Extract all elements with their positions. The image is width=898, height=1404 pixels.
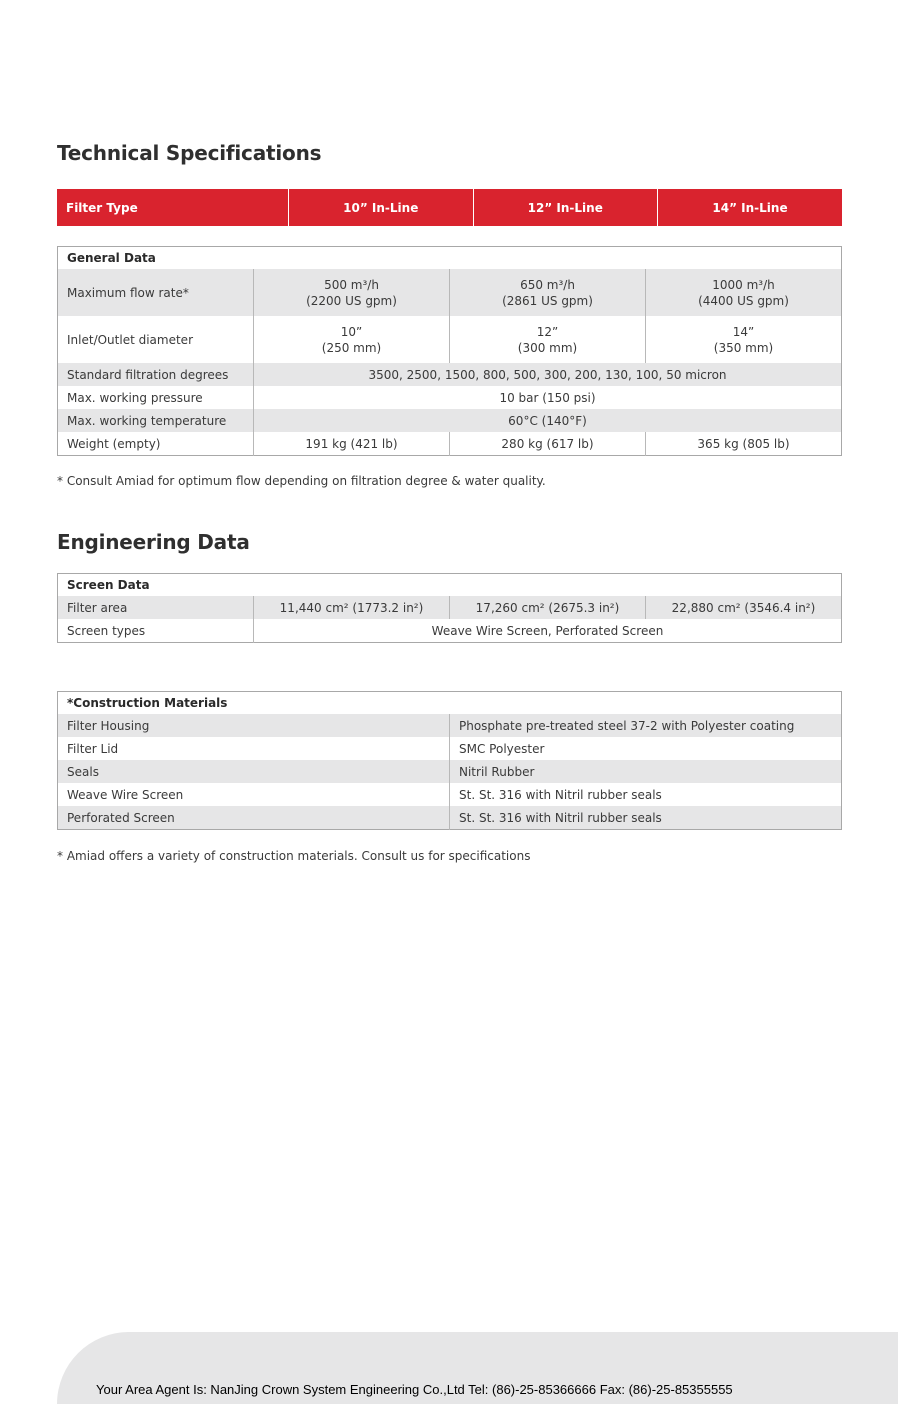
table-row [58, 363, 842, 386]
header-12-inline: 12” In-Line [473, 189, 658, 226]
cell-value: 22,880 cm² (3546.4 in²) [646, 596, 842, 619]
cell-value: 14” [732, 324, 755, 339]
row-label: Max. working temperature [58, 409, 254, 432]
table-row [58, 783, 842, 806]
row-label: Weave Wire Screen [58, 783, 450, 806]
cell-value: (4400 US gpm) [698, 293, 789, 308]
row-label: Maximum flow rate* [58, 269, 254, 316]
cell-value: Nitril Rubber [450, 760, 842, 783]
header-14-inline: 14” In-Line [658, 189, 843, 226]
cell-value: Weave Wire Screen, Perforated Screen [254, 619, 842, 643]
row-label: Perforated Screen [58, 806, 450, 830]
construction-materials-table [57, 691, 842, 830]
table-row [58, 806, 842, 830]
cell-value: 1000 m³/h [712, 277, 775, 292]
cell-value: 3500, 2500, 1500, 800, 500, 300, 200, 130, 100, 50 micron [254, 363, 842, 386]
general-data-heading: General Data [58, 247, 842, 270]
row-label: Screen types [58, 619, 254, 643]
cell-value: SMC Polyester [450, 737, 842, 760]
table-row [58, 316, 842, 363]
cell-value: 191 kg (421 lb) [254, 432, 450, 456]
row-label: Filter area [58, 596, 254, 619]
row-label: Max. working pressure [58, 386, 254, 409]
materials-heading: *Construction Materials [58, 692, 842, 715]
table-row [58, 714, 842, 737]
flow-note: * Consult Amiad for optimum flow depending on filtration degree & water quality. [57, 474, 546, 488]
cell-value: 11,440 cm² (1773.2 in²) [254, 596, 450, 619]
cell-value: Phosphate pre-treated steel 37-2 with Polyester coating [450, 714, 842, 737]
cell-value: (2200 US gpm) [306, 293, 397, 308]
header-filter-type: Filter Type [57, 189, 289, 226]
cell-value: 500 m³/h [324, 277, 379, 292]
table-row [58, 737, 842, 760]
cell-value: 280 kg (617 lb) [450, 432, 646, 456]
row-label: Filter Lid [58, 737, 450, 760]
filter-type-header [57, 189, 842, 226]
cell-value: 17,260 cm² (2675.3 in²) [450, 596, 646, 619]
cell-value: (300 mm) [517, 340, 578, 355]
cell-value: 10 bar (150 psi) [254, 386, 842, 409]
agent-contact: Your Area Agent Is: NanJing Crown System Engineering Co.,Ltd Tel: (86)-25-85366666 Fax: (86)-25-85355555 [96, 1382, 733, 1397]
cell-value: 650 m³/h [520, 277, 575, 292]
cell-value: St. St. 316 with Nitril rubber seals [450, 783, 842, 806]
materials-note: * Amiad offers a variety of construction materials. Consult us for specifications [57, 849, 531, 863]
row-label: Seals [58, 760, 450, 783]
table-row [58, 432, 842, 456]
table-row [58, 409, 842, 432]
tech-spec-title: Technical Specifications [57, 141, 322, 165]
row-label: Inlet/Outlet diameter [58, 316, 254, 363]
cell-value: 12” [536, 324, 559, 339]
screen-data-table [57, 573, 842, 643]
table-row [58, 386, 842, 409]
table-row [58, 619, 842, 643]
cell-value: 10” [340, 324, 363, 339]
row-label: Weight (empty) [58, 432, 254, 456]
table-row [58, 760, 842, 783]
table-row [58, 596, 842, 619]
cell-value: 365 kg (805 lb) [646, 432, 842, 456]
engineering-data-title: Engineering Data [57, 530, 250, 554]
cell-value: (2861 US gpm) [502, 293, 593, 308]
general-data-table [57, 246, 842, 456]
row-label: Filter Housing [58, 714, 450, 737]
row-label: Standard filtration degrees [58, 363, 254, 386]
cell-value: 60°C (140°F) [254, 409, 842, 432]
cell-value: (350 mm) [713, 340, 774, 355]
cell-value: St. St. 316 with Nitril rubber seals [450, 806, 842, 830]
header-10-inline: 10” In-Line [289, 189, 474, 226]
table-row [58, 269, 842, 316]
cell-value: (250 mm) [321, 340, 382, 355]
screen-data-heading: Screen Data [58, 574, 842, 597]
